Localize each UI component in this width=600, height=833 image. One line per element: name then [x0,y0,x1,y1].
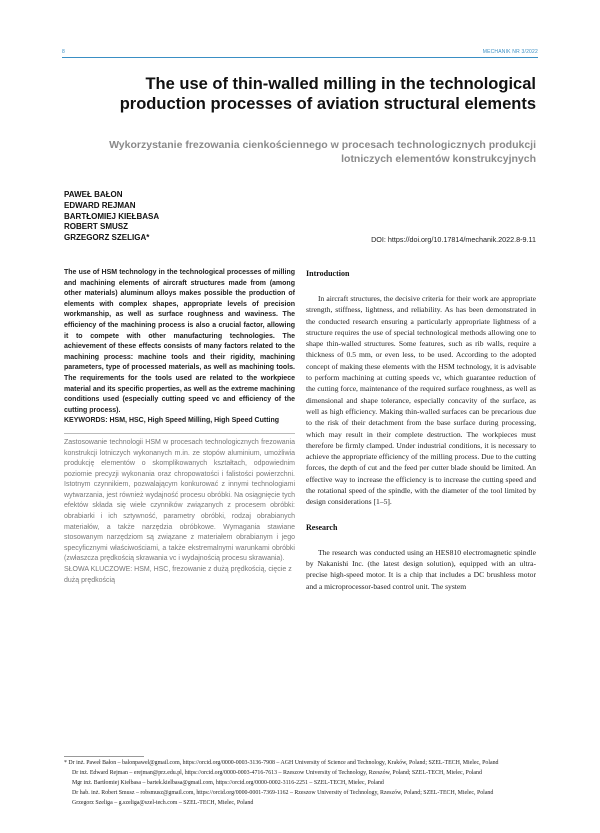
footnote-rule [64,756,144,757]
keywords-english: KEYWORDS: HSM, HSC, High Speed Milling, High Speed Cutting [64,417,280,425]
doi-link[interactable]: DOI: https://doi.org/10.17814/mechanik.2022.8-9.11 [371,235,536,244]
body-column [306,268,536,592]
section-heading: Introduction [306,269,350,278]
page-number: 8 [62,49,65,55]
keywords-polish: SŁOWA KLUCZOWE: HSM, HSC, frezowanie z dużą prędkością, cięcie z dużą prędkością [64,566,292,584]
footnote: * Dr inż. Paweł Bałon – balonpawel@gmail.com, https://orcid.org/0000-0003-3136-7908 – AGH University of Science and Technology, Kraków, Poland; SZEL-TECH, Mielec, Poland [64,760,499,766]
author-list [64,190,159,244]
author: PAWEŁ BAŁON [64,190,123,199]
author: BARTŁOMIEJ KIEŁBASA [64,211,160,221]
article-subtitle: Wykorzystanie frezowania cienkościennego w procesach technologicznych produkcji lotniczych elementów konstrukcyjnych [109,139,536,165]
footnote: Dr inż. Edward Rejman – erejman@prz.edu.pl, https://orcid.org/0000-0003-4716-7613 – Rzeszow University of Technology, Rzeszów, Poland; SZEL-TECH, Mielec, Poland [72,770,482,776]
author: EDWARD REJMAN [64,200,136,210]
abstract-english: The use of HSM technology in the technological processes of milling and machining elements of aircraft structures made from (among other materials) aluminum alloys makes possible the production of elements with complex shapes, appropriate levels of precision workmanship, as well as surface roughness and waviness. The efficiency of the machining process is also a crucial factor, allowing it to compete with other manufacturing technologies. The achievement of these effects consists of many factors related to the machining process: machine tools and their rigidity, machining parameters, type of processed materials, as well as machining tools. The requirements for the tools used are related to the workpiece material and its specific properties, as well as the extreme machining conditions used (especially cutting speed vc and efficiency of the cutting process). [64,269,295,414]
section-heading: Research [306,522,338,532]
header-rule [62,57,538,58]
section-text: In aircraft structures, the decisive criteria for their work are appropriate strength, stiffness, lightness, and reliability. As has been demonstrated in the conducted research ensuring a particularly appropriate lightness of a structure requires the use of special technological methods allowing one to shape thin-walled structures. Some features, such as rib walls, require a thickness of 0.5 mm, or even less, to be used. According to the adopted concept of making these elements with the HSM technology, it is advisable to perform machining at cutting speeds vc, which guarantee reduction of the cutting force, maintenance of the required surface roughness, as well as dimensional and shape tolerance, especially concavity of the surface, as well as high efficiency. Making thin-walled surfaces can be precarious due to the risk of their detachment from the base surface during processing, which may result in their complete destruction. The workpieces must therefore be firmly clamped. Under industrial conditions, it is necessary to achieve the appropriate efficiency of the milling process. Due to the cutting forces, the depth of cut and the feed per cutter blade should be limited. An effective way to increase the efficiency is to increase the cutting speed and the rotational speed of the spindle, with the diameter of the tool limited by design considerations [1–5]. [306,294,536,507]
polish-abstract-block [64,433,295,586]
footnote: Dr hab. inż. Robert Smusz – robsmusz@gmail.com, https://orcid.org/0000-0001-7369-1162 – Rzeszow University of Technology, Rzeszów, Poland; SZEL-TECH, Mielec, Poland [72,790,494,796]
footnote: Grzegorz Szeliga – g.szeliga@szel-tech.com – SZEL-TECH, Mielec, Poland [72,800,254,806]
author: GRZEGORZ SZELIGA* [64,233,150,243]
abstract-column [64,268,295,586]
article-title: The use of thin-walled milling in the technological production processes of aviation structural elements [119,75,536,113]
author: ROBERT SMUSZ [64,222,128,232]
abstract-polish: Zastosowanie technologii HSM w procesach technologicznych frezowania konstrukcji lotniczych wykonanych m.in. ze stopów aluminium, umożliwia produkcję elementów o skomplikowanych kształtach, odpowiednim poziomie precyzji wykonania oraz chropowatości i falistości powierzchni. Istotnym czynnikiem, pozwalającym konkurować z innymi technologiami wytwarzania, jest również wydajność procesu obróbki. Na osiągnięcie tych efektów składa się wiele czynników związanych z procesem obróbki: obrabiarki i ich sztywność, parametry obróbki, rodzaj obrabianych materiałów, a także narzędzia obróbkowe. Wymagania stawiane stosowanym narzędziom są związane z materiałem obrabianym i jego specyficznymi właściwościami, a także ekstremalnymi warunkami obróbki (zwłaszcza prędkością skrawania vc i wydajnością procesu skrawania). [64,438,295,563]
publication-header: MECHANIK NR 3/2022 [482,49,538,55]
footnote: Mgr inż. Bartłomiej Kiełbasa – bartek.kielbasa@gmail.com, https://orcid.org/0000-0002-3116-2251 – SZEL-TECH, Mielec, Poland [72,780,384,786]
footnotes [64,758,538,808]
section-text: The research was conducted using an HES810 electromagnetic spindle by Nakanishi Inc. (the latest design solution), equipped with an ultra-precise high-speed motor. It is a chip that includes a DC brushless motor and a microprocessor-based control unit. The system [306,547,536,591]
